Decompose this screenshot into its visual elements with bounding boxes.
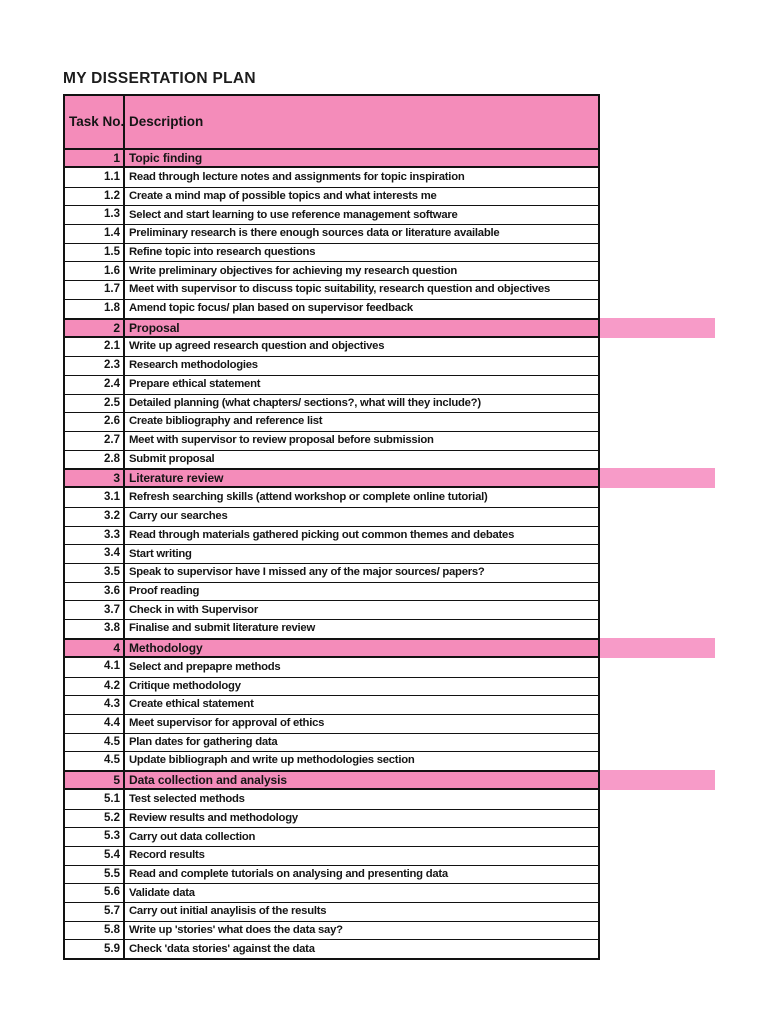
- section-title-cell: Topic finding: [129, 151, 203, 165]
- task-row: [65, 865, 598, 884]
- task-no-cell: 3.2: [65, 508, 125, 526]
- task-row: [65, 582, 598, 601]
- task-no-cell: 3.3: [65, 527, 125, 545]
- task-desc-cell: Write preliminary objectives for achieving my research question: [129, 264, 458, 277]
- task-row: [65, 338, 598, 357]
- task-row: [65, 394, 598, 413]
- task-desc-cell: Start writing: [129, 547, 192, 560]
- section-no-cell: 3: [65, 470, 125, 486]
- task-desc-cell: Research methodologies: [129, 359, 258, 372]
- task-no-cell: 3.6: [65, 583, 125, 601]
- task-desc-cell: Proof reading: [129, 584, 200, 597]
- task-row: [65, 827, 598, 846]
- section-header-methodology: [65, 638, 598, 658]
- section-no-cell: 4: [65, 640, 125, 656]
- section-title-cell: Literature review: [129, 471, 224, 486]
- task-desc-cell: Meet with supervisor to review proposal before submission: [129, 434, 434, 447]
- task-desc-cell: Read and complete tutorials on analysing and presenting data: [129, 867, 448, 880]
- task-row: [65, 544, 598, 563]
- task-row: [65, 846, 598, 865]
- task-row: [65, 356, 598, 375]
- task-desc-cell: Read through lecture notes and assignments for topic inspiration: [129, 170, 465, 183]
- task-row: [65, 488, 598, 507]
- task-desc-cell: Read through materials gathered picking out common themes and debates: [129, 528, 515, 541]
- task-desc-cell: Create ethical statement: [129, 698, 254, 711]
- section-header-proposal: [65, 318, 598, 338]
- task-no-cell: 2.7: [65, 432, 125, 450]
- task-row: [65, 790, 598, 809]
- task-row: [65, 921, 598, 940]
- task-no-cell: 4.3: [65, 696, 125, 714]
- task-no-cell: 1.5: [65, 244, 125, 262]
- task-no-cell: 1.7: [65, 281, 125, 299]
- task-row: [65, 431, 598, 450]
- task-row: [65, 168, 598, 187]
- task-no-cell: 5.6: [65, 884, 125, 902]
- task-no-cell: 1.2: [65, 188, 125, 206]
- task-desc-cell: Amend topic focus/ plan based on supervisor feedback: [129, 302, 413, 314]
- task-no-cell: 4.5: [65, 734, 125, 752]
- task-desc-cell: Plan dates for gathering data: [129, 735, 278, 748]
- task-row: [65, 224, 598, 243]
- task-no-cell: 5.2: [65, 810, 125, 828]
- task-desc-cell: Create a mind map of possible topics and what interests me: [129, 189, 437, 202]
- task-no-cell: 4.4: [65, 715, 125, 733]
- task-no-cell: 4.1: [65, 658, 125, 677]
- task-row: [65, 243, 598, 262]
- task-desc-cell: Meet supervisor for approval of ethics: [129, 717, 325, 730]
- section-title-cell: Proposal: [129, 320, 180, 335]
- task-row: [65, 299, 598, 318]
- task-no-cell: 3.8: [65, 620, 125, 638]
- task-desc-cell: Detailed planning (what chapters/ sections?, what will they include?): [129, 396, 481, 409]
- task-row: [65, 733, 598, 752]
- task-desc-cell: Write up 'stories' what does the data say?: [129, 923, 343, 936]
- task-no-cell: 2.5: [65, 395, 125, 413]
- task-no-cell: 3.7: [65, 601, 125, 619]
- task-row: [65, 751, 598, 770]
- task-no-cell: 5.7: [65, 903, 125, 921]
- task-no-cell: 5.3: [65, 828, 125, 846]
- task-no-cell: 5.4: [65, 847, 125, 865]
- section-header-topic-finding: [65, 148, 598, 168]
- task-desc-cell: Update bibliograph and write up methodologies section: [129, 754, 415, 767]
- section-header-data-collection-and-analysis: [65, 770, 598, 790]
- task-row: [65, 450, 598, 469]
- task-row: [65, 695, 598, 714]
- task-row: [65, 902, 598, 921]
- task-desc-cell: Carry out initial anaylisis of the results: [129, 905, 327, 918]
- task-row: [65, 563, 598, 582]
- task-desc-cell: Test selected methods: [129, 792, 245, 805]
- task-row: [65, 412, 598, 431]
- task-desc-cell: Carry our searches: [129, 510, 228, 523]
- task-no-cell: 5.9: [65, 940, 125, 958]
- task-no-cell: 1.6: [65, 262, 125, 280]
- task-no-cell: 4.5: [65, 752, 125, 770]
- task-row: [65, 375, 598, 394]
- task-row: [65, 600, 598, 619]
- section-title-cell: Data collection and analysis: [129, 772, 287, 787]
- task-no-cell: 1.8: [65, 300, 125, 318]
- task-desc-cell: Create bibliography and reference list: [129, 415, 323, 428]
- section-no-cell: 5: [65, 772, 125, 788]
- column-header-task-no: Task No.: [65, 96, 125, 148]
- task-no-cell: 4.2: [65, 678, 125, 696]
- task-no-cell: 3.5: [65, 564, 125, 582]
- task-row: [65, 939, 598, 958]
- task-desc-cell: Record results: [129, 849, 205, 862]
- section-highlight-extension: [600, 638, 715, 658]
- task-no-cell: 1.1: [65, 168, 125, 187]
- task-no-cell: 2.1: [65, 338, 125, 357]
- task-no-cell: 3.4: [65, 545, 125, 563]
- dissertation-plan-table: [63, 94, 600, 960]
- task-row: [65, 187, 598, 206]
- task-row: [65, 526, 598, 545]
- task-desc-cell: Select and prepapre methods: [129, 660, 281, 673]
- task-desc-cell: Refresh searching skills (attend workshop or complete online tutorial): [129, 491, 488, 503]
- task-desc-cell: Finalise and submit literature review: [129, 622, 315, 635]
- task-desc-cell: Validate data: [129, 886, 195, 899]
- task-no-cell: 2.4: [65, 376, 125, 394]
- task-row: [65, 809, 598, 828]
- task-row: [65, 714, 598, 733]
- column-header-description: Description: [129, 114, 204, 130]
- task-desc-cell: Review results and methodology: [129, 811, 298, 824]
- task-no-cell: 2.3: [65, 357, 125, 375]
- task-no-cell: 3.1: [65, 488, 125, 507]
- task-desc-cell: Select and start learning to use reference management software: [129, 208, 458, 221]
- task-row: [65, 261, 598, 280]
- section-no-cell: 2: [65, 320, 125, 336]
- task-desc-cell: Write up agreed research question and objectives: [129, 340, 385, 353]
- section-header-literature-review: [65, 468, 598, 488]
- task-desc-cell: Refine topic into research questions: [129, 245, 316, 258]
- task-desc-cell: Submit proposal: [129, 452, 215, 465]
- task-row: [65, 619, 598, 638]
- section-highlight-extension: [600, 318, 715, 338]
- task-desc-cell: Meet with supervisor to discuss topic suitability, research question and objectives: [129, 283, 550, 296]
- task-row: [65, 677, 598, 696]
- task-desc-cell: Preliminary research is there enough sources data or literature available: [129, 227, 500, 240]
- task-row: [65, 280, 598, 299]
- task-no-cell: 5.8: [65, 922, 125, 940]
- task-no-cell: 5.1: [65, 790, 125, 809]
- task-no-cell: 1.3: [65, 206, 125, 224]
- task-no-cell: 2.8: [65, 451, 125, 469]
- page-title: MY DISSERTATION PLAN: [63, 70, 256, 87]
- task-desc-cell: Speak to supervisor have I missed any of the major sources/ papers?: [129, 566, 485, 579]
- task-desc-cell: Check 'data stories' against the data: [129, 942, 315, 955]
- task-row: [65, 205, 598, 224]
- section-no-cell: 1: [65, 150, 125, 166]
- task-no-cell: 5.5: [65, 866, 125, 884]
- table-header-row: [65, 96, 598, 148]
- task-desc-cell: Check in with Supervisor: [129, 603, 258, 616]
- task-no-cell: 2.6: [65, 413, 125, 431]
- task-desc-cell: Critique methodology: [129, 679, 241, 692]
- section-highlight-extension: [600, 770, 715, 790]
- section-title-cell: Methodology: [129, 640, 203, 655]
- task-desc-cell: Prepare ethical statement: [129, 378, 261, 391]
- task-row: [65, 883, 598, 902]
- task-row: [65, 507, 598, 526]
- section-highlight-extension: [600, 468, 715, 488]
- task-desc-cell: Carry out data collection: [129, 830, 256, 843]
- task-row: [65, 658, 598, 677]
- task-no-cell: 1.4: [65, 225, 125, 243]
